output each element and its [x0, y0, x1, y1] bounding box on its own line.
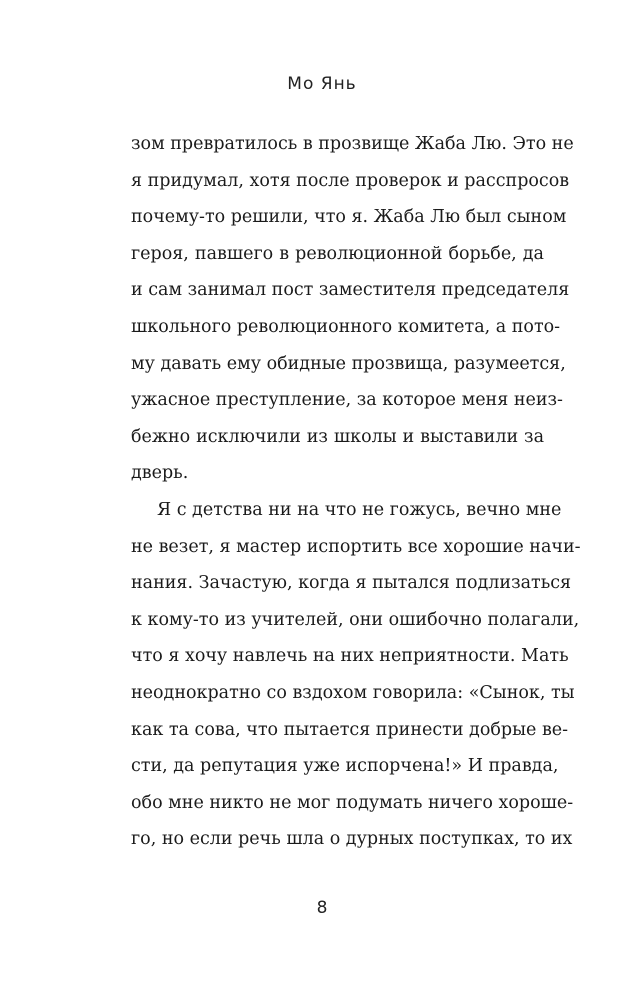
text-line: зом превратилось в прозвище Жаба Лю. Это не [131, 134, 574, 154]
text-line: я придумал, хотя после проверок и расспросов [131, 170, 570, 191]
text-line: почему-то решили, что я. Жаба Лю был сыном [131, 207, 567, 228]
text-line: обо мне никто не мог подумать ничего хороше- [131, 792, 574, 813]
page-number: 8 [316, 898, 328, 918]
text-line: дверь. [131, 463, 189, 484]
text-line: сти, да репутация уже испорчена!» И правда, [131, 756, 559, 777]
text-line: бежно исключили из школы и выставили за [131, 426, 544, 447]
text-line: Я с детства ни на что не гожусь, вечно мне [157, 499, 562, 520]
text-line: нания. Зачастую, когда я пытался подлизаться [131, 573, 572, 594]
text-line: и сам занимал пост заместителя председателя [131, 280, 570, 301]
text-line: му давать ему обидные прозвища, разумеется, [131, 353, 566, 374]
text-line: школьного революционного комитета, а пото- [131, 316, 561, 337]
text-line: неоднократно со вздохом говорила: «Сынок, ты [131, 682, 575, 703]
text-line: что я хочу навлечь на них неприятности. Мать [131, 646, 569, 667]
text-line: к кому-то из учителей, они ошибочно полагали, [131, 609, 580, 630]
running-head: Мо Янь [287, 74, 357, 94]
text-line: героя, павшего в революционной борьбе, да [131, 243, 544, 264]
body-text [131, 126, 581, 858]
text-line: не везет, я мастер испортить все хорошие начи- [131, 536, 581, 557]
text-line: как та сова, что пытается принести добрые ве- [131, 719, 569, 740]
text-line: го, но если речь шла о дурных поступках, то их [131, 829, 573, 850]
text-line: ужасное преступление, за которое меня неиз- [131, 390, 563, 411]
